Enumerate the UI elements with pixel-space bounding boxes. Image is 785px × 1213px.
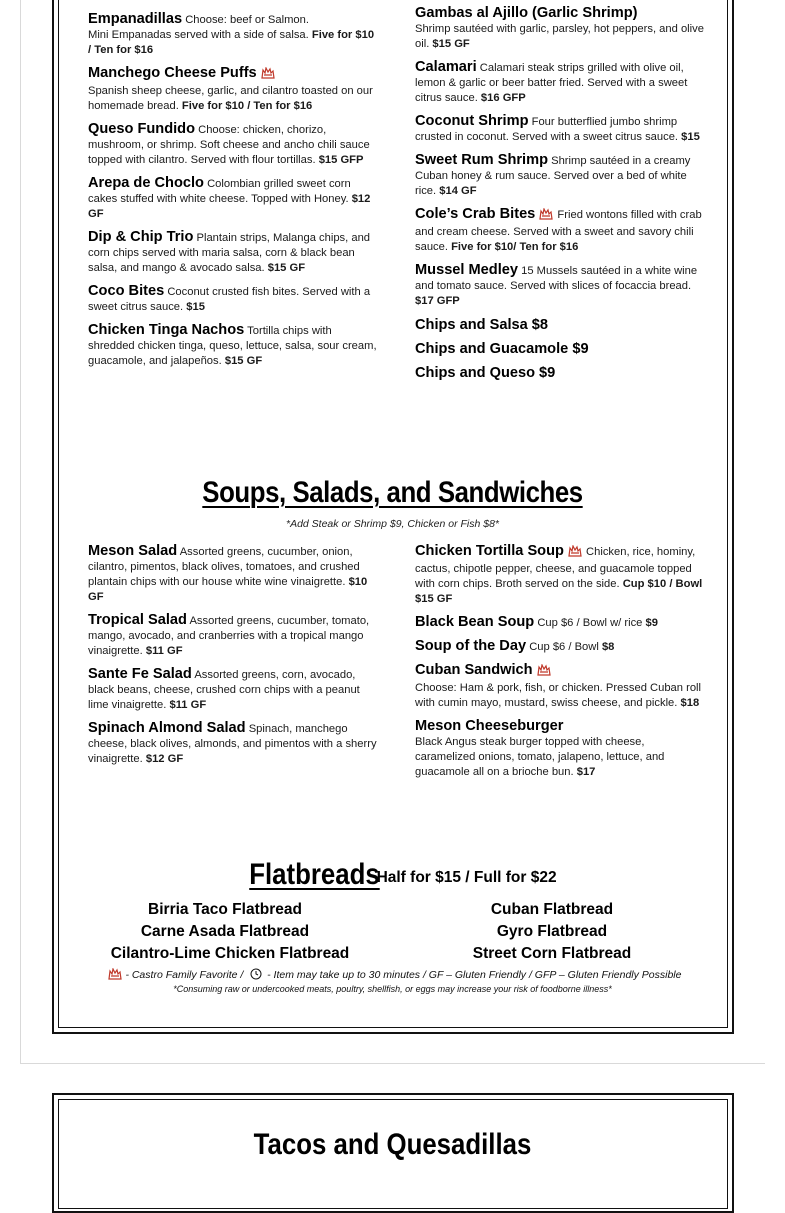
menu-item	[88, 66, 378, 114]
flatbreads-header	[0, 858, 785, 892]
item-description: Tortilla chips with shredded chicken tinga, queso, lettuce, salsa, sour cream, guacamole, and jalapeños.	[88, 325, 377, 367]
menu-item	[88, 667, 378, 713]
item-name: Dip & Chip Trio	[88, 229, 194, 245]
item-price: $15 GF	[267, 262, 306, 274]
legend-rest-text: - Item may take up to 30 minutes / GF – Gluten Friendly / GFP – Gluten Friendly Possible	[267, 969, 682, 981]
item-name: Chicken Tortilla Soup	[415, 543, 564, 559]
item-description: Choose: beef or Salmon.	[185, 14, 309, 26]
menu-item	[88, 122, 378, 168]
crab-icon	[537, 664, 551, 681]
crab-icon	[568, 545, 582, 562]
item-price: $12 GF	[145, 753, 184, 765]
section-title-soups: Soups, Salads, and Sandwiches	[202, 476, 583, 509]
item-description: Choose: chicken, chorizo, mushroom, or shrimp. Soft cheese and ancho chili sauce topped with cilantro. Served with flour tortillas.	[88, 124, 370, 166]
item-description: Assorted greens, cucumber, tomato, mango, avocado, and cranberries with a tropical mango vinaigrette.	[88, 615, 370, 657]
item-description: Spanish sheep cheese, garlic, and cilantro toasted on our homemade bread.	[88, 85, 373, 112]
page-separator	[20, 1063, 765, 1064]
item-description: Fried wontons filled with crab and cream cheese. Served with a sweet and savory chili sauce.	[415, 209, 702, 253]
menu-item	[88, 230, 378, 276]
item-name: Meson Salad	[88, 543, 178, 559]
item-price: $12 GF	[88, 193, 371, 220]
clock-icon	[250, 968, 262, 983]
flatbread-item: Cilantro-Lime Chicken Flatbread	[110, 945, 350, 962]
item-price: $8	[601, 641, 615, 653]
flatbread-item: Birria Taco Flatbread	[148, 901, 302, 918]
item-description: Plantain strips, Malanga chips, and corn chips served with maria salsa, corn & black bean salsa, and mango & avocado salsa.	[88, 232, 371, 274]
soups-right-column	[415, 544, 705, 788]
section-title-flatbreads: Flatbreads	[249, 858, 381, 891]
menu-item	[415, 153, 705, 199]
item-price: $16 GFP	[480, 92, 526, 104]
menu-item	[415, 615, 705, 631]
menu-item	[415, 639, 705, 655]
appetizers-left-column	[88, 12, 378, 377]
crab-icon	[539, 208, 553, 225]
item-description: Colombian grilled sweet corn cakes stuffed with white cheese. Topped with Honey.	[88, 178, 351, 205]
item-name: Meson Cheeseburger	[415, 718, 564, 734]
item-name: Chicken Tinga Nachos	[88, 322, 245, 338]
menu-item	[88, 323, 378, 369]
item-description: Coconut crusted fish bites. Served with a sweet citrus sauce.	[88, 286, 371, 313]
item-description: Cup $6 / Bowl	[529, 641, 599, 653]
item-price: $17 GFP	[415, 295, 460, 307]
item-price: $18	[680, 697, 700, 709]
food-safety-disclaimer: *Consuming raw or undercooked meats, poultry, shellfish, or eggs may increase your risk of foodborne illness*	[173, 984, 612, 994]
item-name: Soup of the Day	[415, 638, 527, 654]
item-description: Four butterflied jumbo shrimp crusted in coconut. Served with a sweet citrus sauce.	[415, 116, 679, 143]
flatbread-item: Carne Asada Flatbread	[140, 923, 310, 940]
section-title-tacos: Tacos and Quesadillas	[253, 1128, 532, 1161]
flatbread-item: Gyro Flatbread	[496, 923, 608, 940]
legend	[0, 968, 785, 983]
menu-item-simple: Chips and Guacamole $9	[415, 341, 589, 357]
item-description: Chicken, rice, hominy, cactus, chipotle pepper, cheese, and guacamole topped with corn chips. Broth served on the side.	[415, 546, 696, 590]
item-name: Cole’s Crab Bites	[415, 206, 536, 222]
menu-item	[415, 207, 705, 255]
item-name: Coco Bites	[88, 283, 165, 299]
item-description: Assorted greens, corn, avocado, black beans, cheese, crushed corn chips with a peanut lime vinaigrette.	[88, 669, 360, 711]
menu-item	[415, 114, 705, 145]
menu-item	[415, 6, 705, 52]
menu-item	[88, 12, 378, 58]
page-edge-rule	[20, 0, 21, 1064]
item-price: $14 GF	[439, 185, 477, 197]
flatbreads-price: Half for $15 / Full for $22	[376, 869, 557, 886]
menu-item	[415, 663, 705, 711]
item-price: Five for $10 / Ten for $16	[181, 100, 313, 112]
crab-icon	[108, 968, 122, 983]
item-description: Assorted greens, cucumber, onion, cilantro, pimentos, black olives, tomatoes, and crushed plantain chips with our house white wine vinaigrette.	[88, 546, 360, 588]
item-description: Shrimp sautéed with garlic, parsley, hot peppers, and olive oil.	[415, 23, 704, 50]
flatbread-item: Street Corn Flatbread	[472, 945, 632, 962]
item-price: $15	[681, 131, 700, 143]
item-name: Empanadillas	[88, 11, 183, 27]
menu-item-simple: Chips and Queso $9	[415, 365, 556, 381]
appetizers-right-column	[415, 6, 705, 389]
item-price: Five for $10 / Ten for $16	[88, 29, 375, 56]
item-price: $15 GF	[224, 355, 263, 367]
item-price: $11 GF	[145, 645, 183, 657]
item-price: $15 GF	[432, 38, 470, 50]
item-description: Shrimp sautéed in a creamy Cuban honey & rum sauce. Served over a bed of white rice.	[415, 155, 691, 197]
menu-item	[88, 544, 378, 605]
soups-left-column	[88, 544, 378, 775]
menu-item	[88, 613, 378, 659]
menu-item	[415, 719, 705, 780]
item-description: Mini Empanadas served with a side of salsa.	[88, 29, 309, 41]
item-name: Tropical Salad	[88, 612, 187, 628]
menu-item	[88, 176, 378, 222]
item-price: $17	[576, 766, 596, 778]
item-price: $9	[645, 617, 658, 629]
item-name: Queso Fundido	[88, 121, 196, 137]
menu-item	[415, 60, 705, 106]
menu-item	[415, 263, 705, 309]
legend-favorite-text: - Castro Family Favorite /	[125, 969, 244, 981]
item-name: Cuban Sandwich	[415, 662, 533, 678]
item-name: Mussel Medley	[415, 262, 519, 278]
item-price: $11 GF	[169, 699, 207, 711]
item-description: Calamari steak strips grilled with olive oil, lemon & garlic or beer batter fried. Served with a sweet citrus sauce.	[415, 62, 688, 104]
item-description: Choose: Ham & pork, fish, or chicken. Pressed Cuban roll with cumin mayo, mustard, swiss cheese, and pickle.	[415, 682, 702, 709]
item-name: Coconut Shrimp	[415, 113, 529, 129]
item-name: Black Bean Soup	[415, 614, 535, 630]
item-price: $15 GFP	[318, 154, 364, 166]
item-price: Five for $10/ Ten for $16	[451, 241, 579, 253]
item-description: Cup $6 / Bowl w/ rice	[537, 617, 643, 629]
item-name: Calamari	[415, 59, 477, 75]
item-name: Gambas al Ajillo (Garlic Shrimp)	[415, 5, 638, 21]
menu-item	[88, 721, 378, 767]
menu-item	[88, 284, 378, 315]
menu-item-simple: Chips and Salsa $8	[415, 317, 549, 333]
item-price: $10 GF	[88, 576, 368, 603]
section-note-soups: *Add Steak or Shrimp $9, Chicken or Fish $8*	[285, 518, 500, 530]
item-name: Arepa de Choclo	[88, 175, 204, 191]
item-description: Spinach, manchego cheese, black olives, almonds, and pimentos with a sherry vinaigrette.	[88, 723, 377, 765]
flatbread-item: Cuban Flatbread	[490, 901, 614, 918]
item-price: $15	[186, 301, 205, 313]
item-name: Sweet Rum Shrimp	[415, 152, 548, 168]
item-price: Cup $10 / Bowl $15 GF	[415, 578, 703, 605]
item-name: Manchego Cheese Puffs	[88, 65, 257, 81]
menu-item	[415, 544, 705, 607]
item-description: Black Angus steak burger topped with cheese, caramelized onions, tomato, jalapeno, lettuce, and guacamole all on a brioche bun.	[415, 736, 665, 778]
item-name: Sante Fe Salad	[88, 666, 192, 682]
item-name: Spinach Almond Salad	[88, 720, 246, 736]
crab-icon	[261, 67, 275, 84]
item-description: 15 Mussels sautéed in a white wine and tomato sauce. Served with slices of focaccia bread.	[415, 265, 698, 292]
